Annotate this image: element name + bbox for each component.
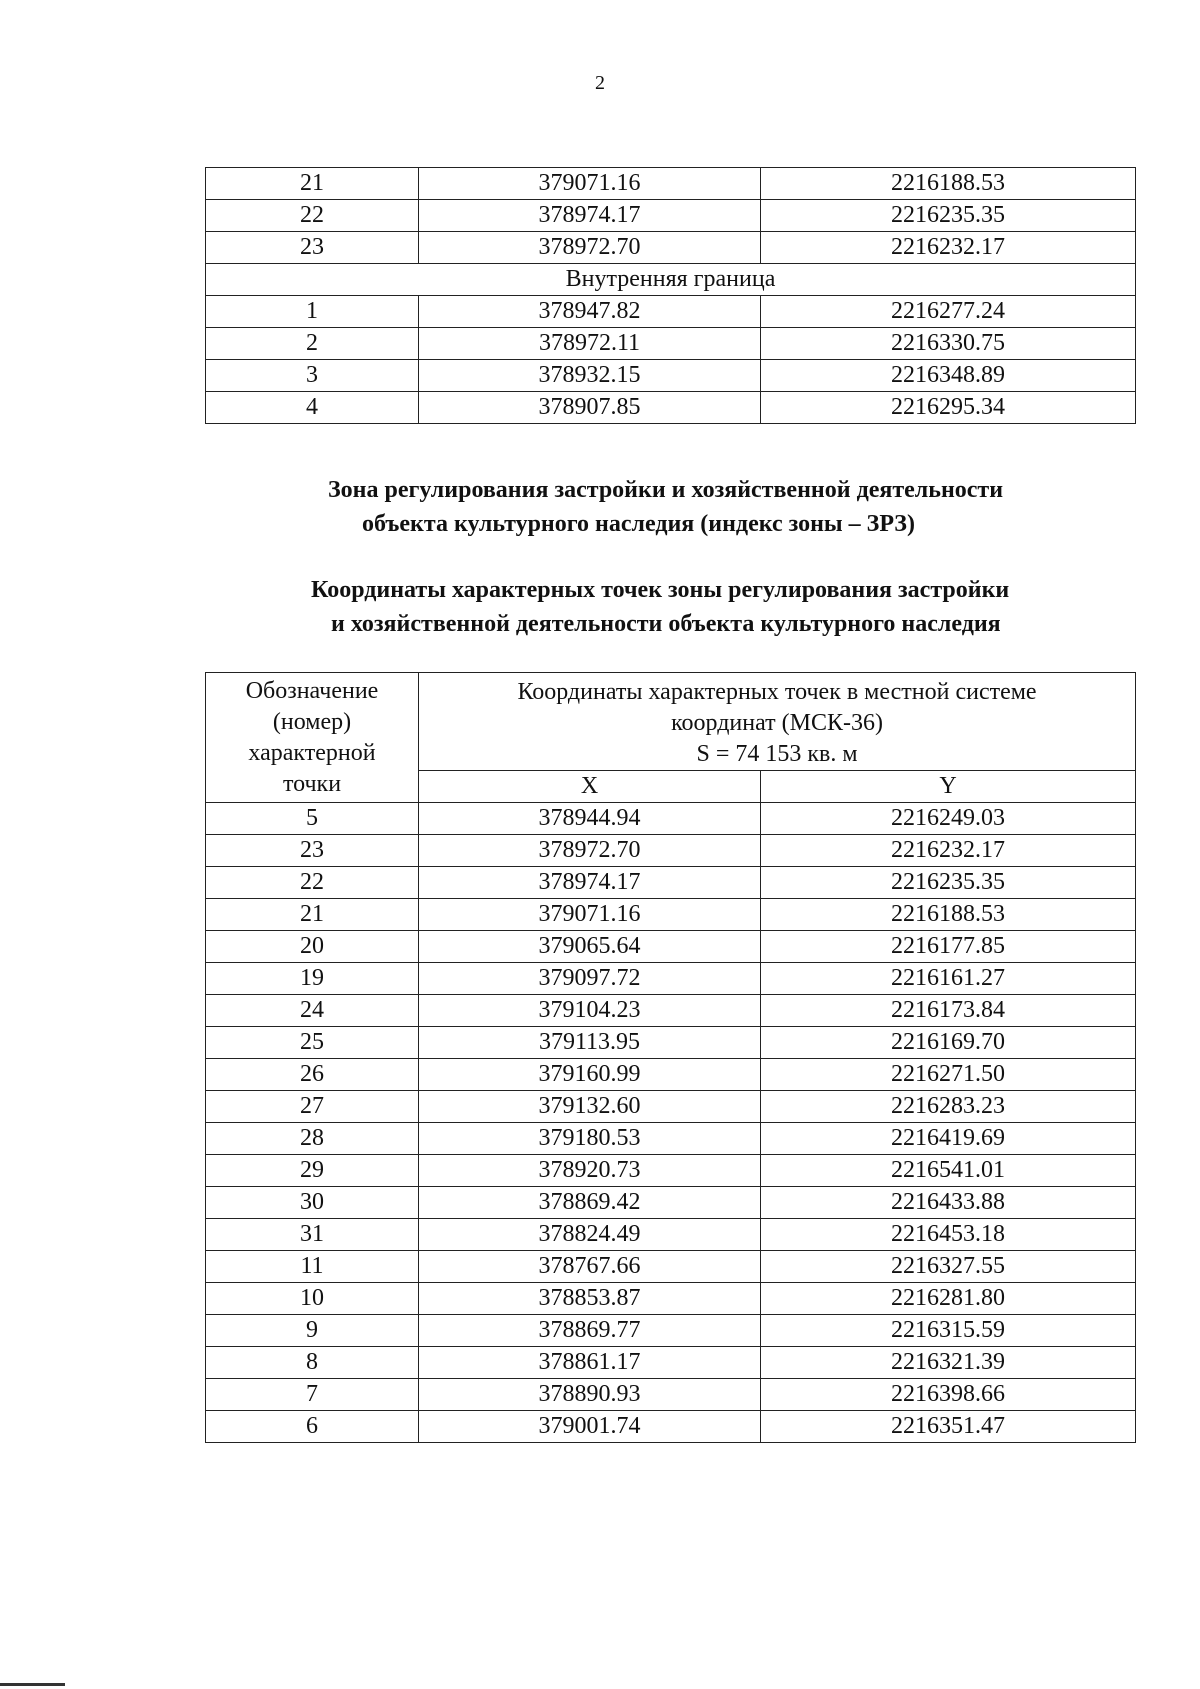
point-number-cell: 10 (206, 1283, 419, 1315)
table-row (206, 1379, 1136, 1411)
table-row (206, 1123, 1136, 1155)
coordinates-header (419, 673, 1136, 771)
y-coordinate-cell: 2216249.03 (761, 803, 1136, 835)
table-row (206, 328, 1136, 360)
inner-boundary-label: Внутренняя граница (206, 264, 1136, 296)
table-row (206, 200, 1136, 232)
y-coordinate-cell: 2216351.47 (761, 1411, 1136, 1443)
point-number-cell: 3 (206, 360, 419, 392)
section-row (206, 264, 1136, 296)
zone-table-header (206, 673, 1136, 803)
point-number-cell: 4 (206, 392, 419, 424)
point-number-cell: 1 (206, 296, 419, 328)
point-number-cell: 24 (206, 995, 419, 1027)
y-coordinate-cell: 2216177.85 (761, 931, 1136, 963)
y-coordinate-cell: 2216330.75 (761, 328, 1136, 360)
point-number-cell: 21 (206, 168, 419, 200)
table-row (206, 899, 1136, 931)
point-number-cell: 31 (206, 1219, 419, 1251)
y-coordinate-cell: 2216327.55 (761, 1251, 1136, 1283)
x-coordinate-cell: 378920.73 (419, 1155, 761, 1187)
table-row (206, 1219, 1136, 1251)
table-row (206, 360, 1136, 392)
y-coordinate-cell: 2216277.24 (761, 296, 1136, 328)
table-row (206, 1027, 1136, 1059)
boundary-table-body (206, 168, 1136, 424)
x-header: X (419, 771, 761, 803)
x-coordinate-cell: 378890.93 (419, 1379, 761, 1411)
x-coordinate-cell: 378972.70 (419, 232, 761, 264)
y-coordinate-cell: 2216232.17 (761, 232, 1136, 264)
table-row (206, 1059, 1136, 1091)
x-coordinate-cell: 379113.95 (419, 1027, 761, 1059)
y-coordinate-cell: 2216433.88 (761, 1187, 1136, 1219)
coordinates-heading-line-2: и хозяйственной деятельности объекта культурного наследия (331, 611, 1001, 637)
x-coordinate-cell: 378824.49 (419, 1219, 761, 1251)
table-row (206, 1251, 1136, 1283)
y-coordinate-cell: 2216173.84 (761, 995, 1136, 1027)
table-row (206, 392, 1136, 424)
x-coordinate-cell: 378869.77 (419, 1315, 761, 1347)
area-label: S = 74 153 кв. м (696, 741, 858, 767)
coordinates-header-line-2: координат (МСК-36) (671, 710, 883, 736)
coordinates-heading (0, 573, 1200, 641)
point-number-cell: 28 (206, 1123, 419, 1155)
y-coordinate-cell: 2216161.27 (761, 963, 1136, 995)
x-coordinate-cell: 378974.17 (419, 867, 761, 899)
point-number-cell: 19 (206, 963, 419, 995)
table-row (206, 963, 1136, 995)
y-coordinate-cell: 2216315.59 (761, 1315, 1136, 1347)
y-coordinate-cell: 2216348.89 (761, 360, 1136, 392)
boundary-coordinates-table (205, 167, 1136, 424)
point-number-cell: 23 (206, 835, 419, 867)
y-coordinate-cell: 2216271.50 (761, 1059, 1136, 1091)
table-row (206, 1187, 1136, 1219)
point-number-cell: 6 (206, 1411, 419, 1443)
x-coordinate-cell: 378944.94 (419, 803, 761, 835)
table-row (206, 803, 1136, 835)
point-number-cell: 2 (206, 328, 419, 360)
table-row (206, 296, 1136, 328)
x-coordinate-cell: 379065.64 (419, 931, 761, 963)
y-coordinate-cell: 2216398.66 (761, 1379, 1136, 1411)
y-coordinate-cell: 2216453.18 (761, 1219, 1136, 1251)
table-row (206, 232, 1136, 264)
y-coordinate-cell: 2216419.69 (761, 1123, 1136, 1155)
y-coordinate-cell: 2216188.53 (761, 899, 1136, 931)
x-coordinate-cell: 378869.42 (419, 1187, 761, 1219)
y-coordinate-cell: 2216541.01 (761, 1155, 1136, 1187)
table-row (206, 867, 1136, 899)
x-coordinate-cell: 378972.11 (419, 328, 761, 360)
y-coordinate-cell: 2216295.34 (761, 392, 1136, 424)
table-row (206, 1283, 1136, 1315)
x-coordinate-cell: 378974.17 (419, 200, 761, 232)
coordinates-header-line-1: Координаты характерных точек в местной системе (517, 679, 1037, 705)
x-coordinate-cell: 379071.16 (419, 899, 761, 931)
y-coordinate-cell: 2216235.35 (761, 200, 1136, 232)
point-number-cell: 30 (206, 1187, 419, 1219)
x-coordinate-cell: 379104.23 (419, 995, 761, 1027)
x-coordinate-cell: 379001.74 (419, 1411, 761, 1443)
y-coordinate-cell: 2216283.23 (761, 1091, 1136, 1123)
page-number: 2 (595, 72, 605, 94)
zone-coordinates-table (205, 672, 1136, 1443)
table-row (206, 931, 1136, 963)
point-number-cell: 29 (206, 1155, 419, 1187)
zone-heading (0, 473, 1200, 541)
point-number-cell: 7 (206, 1379, 419, 1411)
zone-heading-line-2: объекта культурного наследия (индекс зоны – ЗРЗ) (362, 511, 915, 537)
y-coordinate-cell: 2216169.70 (761, 1027, 1136, 1059)
point-number-cell: 25 (206, 1027, 419, 1059)
point-number-cell: 22 (206, 867, 419, 899)
point-number-cell: 22 (206, 200, 419, 232)
coordinates-heading-line-1: Координаты характерных точек зоны регулирования застройки (311, 577, 1010, 603)
x-coordinate-cell: 378907.85 (419, 392, 761, 424)
zone-table-body (206, 803, 1136, 1443)
point-number-cell: 21 (206, 899, 419, 931)
table-row (206, 1091, 1136, 1123)
x-coordinate-cell: 379132.60 (419, 1091, 761, 1123)
zone-heading-line-1: Зона регулирования застройки и хозяйственной деятельности (328, 477, 1004, 503)
table-row (206, 995, 1136, 1027)
point-number-cell: 23 (206, 232, 419, 264)
y-coordinate-cell: 2216281.80 (761, 1283, 1136, 1315)
x-coordinate-cell: 378853.87 (419, 1283, 761, 1315)
x-coordinate-cell: 379097.72 (419, 963, 761, 995)
x-coordinate-cell: 378972.70 (419, 835, 761, 867)
y-header: Y (761, 771, 1136, 803)
point-number-cell: 8 (206, 1347, 419, 1379)
y-coordinate-cell: 2216188.53 (761, 168, 1136, 200)
x-coordinate-cell: 379071.16 (419, 168, 761, 200)
table-row (206, 1411, 1136, 1443)
x-coordinate-cell: 378947.82 (419, 296, 761, 328)
table-row (206, 1315, 1136, 1347)
point-number-cell: 20 (206, 931, 419, 963)
table-row (206, 1155, 1136, 1187)
x-coordinate-cell: 379180.53 (419, 1123, 761, 1155)
y-coordinate-cell: 2216321.39 (761, 1347, 1136, 1379)
table-row (206, 1347, 1136, 1379)
x-coordinate-cell: 379160.99 (419, 1059, 761, 1091)
point-number-cell: 11 (206, 1251, 419, 1283)
x-coordinate-cell: 378932.15 (419, 360, 761, 392)
point-number-cell: 9 (206, 1315, 419, 1347)
designation-header: Обозначение (номер) характерной точки (206, 673, 419, 803)
point-number-cell: 27 (206, 1091, 419, 1123)
point-number-cell: 5 (206, 803, 419, 835)
scan-edge-mark (0, 1683, 65, 1686)
table-row (206, 835, 1136, 867)
y-coordinate-cell: 2216235.35 (761, 867, 1136, 899)
x-coordinate-cell: 378767.66 (419, 1251, 761, 1283)
x-coordinate-cell: 378861.17 (419, 1347, 761, 1379)
y-coordinate-cell: 2216232.17 (761, 835, 1136, 867)
point-number-cell: 26 (206, 1059, 419, 1091)
table-row (206, 168, 1136, 200)
